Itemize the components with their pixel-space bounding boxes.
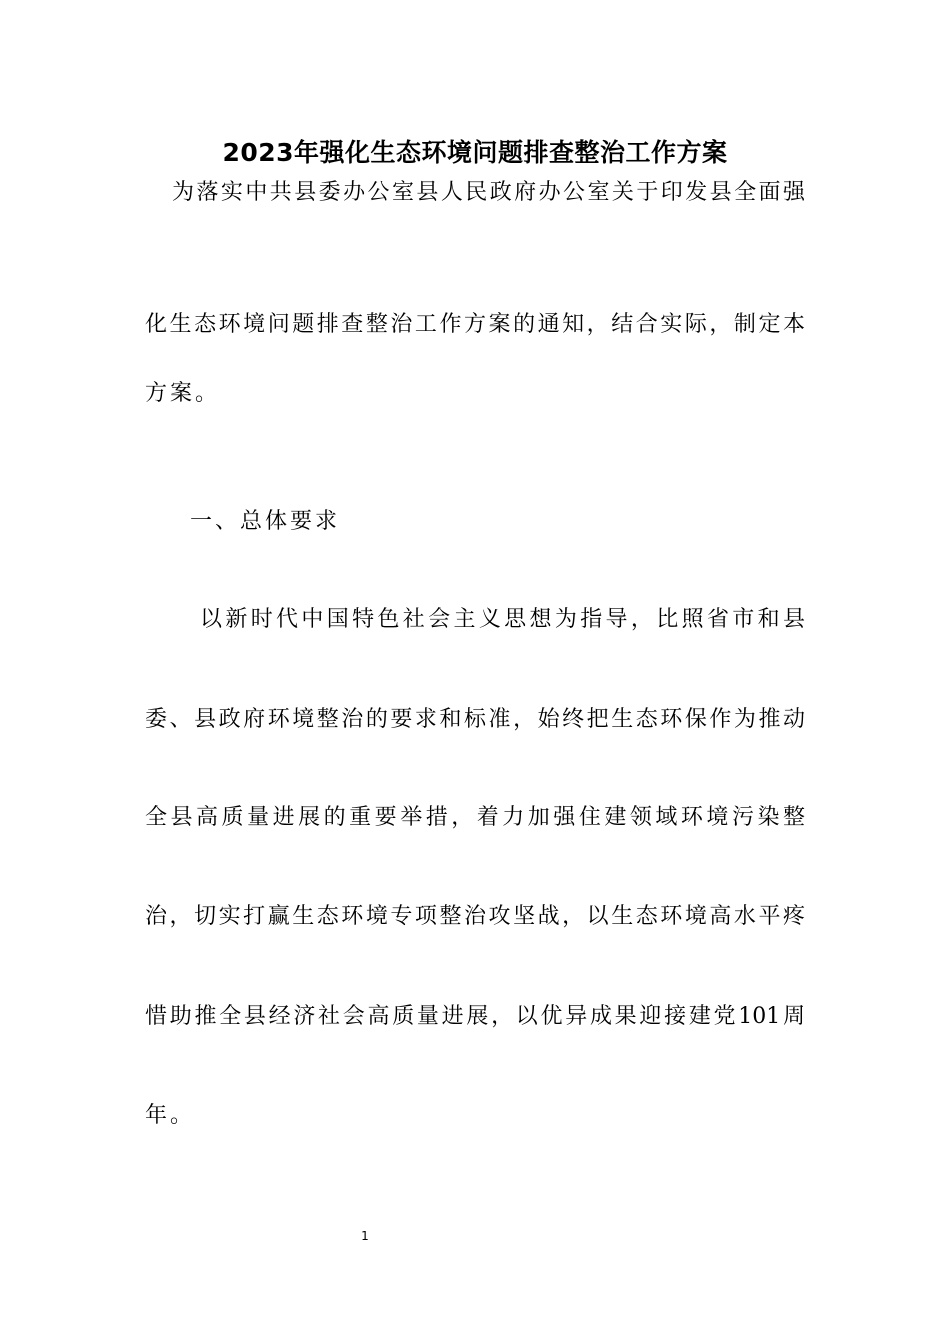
body-line-5: 惜助推全县经济社会高质量进展，以优异成果迎接建党101周 [145,1004,805,1029]
page-number: 1 [361,1229,369,1243]
body-line-2: 委、县政府环境整治的要求和标准，始终把生态环保作为推动 [145,707,805,732]
section-heading: 一、总体要求 [190,509,341,534]
body-line-6: 年。 [145,1103,196,1128]
body-line-4: 治，切实打赢生态环境专项整治攻坚战，以生态环境高水平疼 [145,904,805,929]
intro-line-1: 为落实中共县委办公室县人民政府办公室关于印发县全面强 [172,180,805,205]
document-title: 2023年强化生态环境问题排查整治工作方案 [222,138,728,167]
body-line-3: 全县高质量进展的重要举措，着力加强住建领域环境污染整 [145,805,805,830]
body-line-1: 以新时代中国特色社会主义思想为指导，比照省市和县 [200,607,805,632]
intro-line-3: 方案。 [145,381,221,406]
intro-line-2: 化生态环境问题排查整治工作方案的通知，结合实际，制定本 [145,312,805,337]
